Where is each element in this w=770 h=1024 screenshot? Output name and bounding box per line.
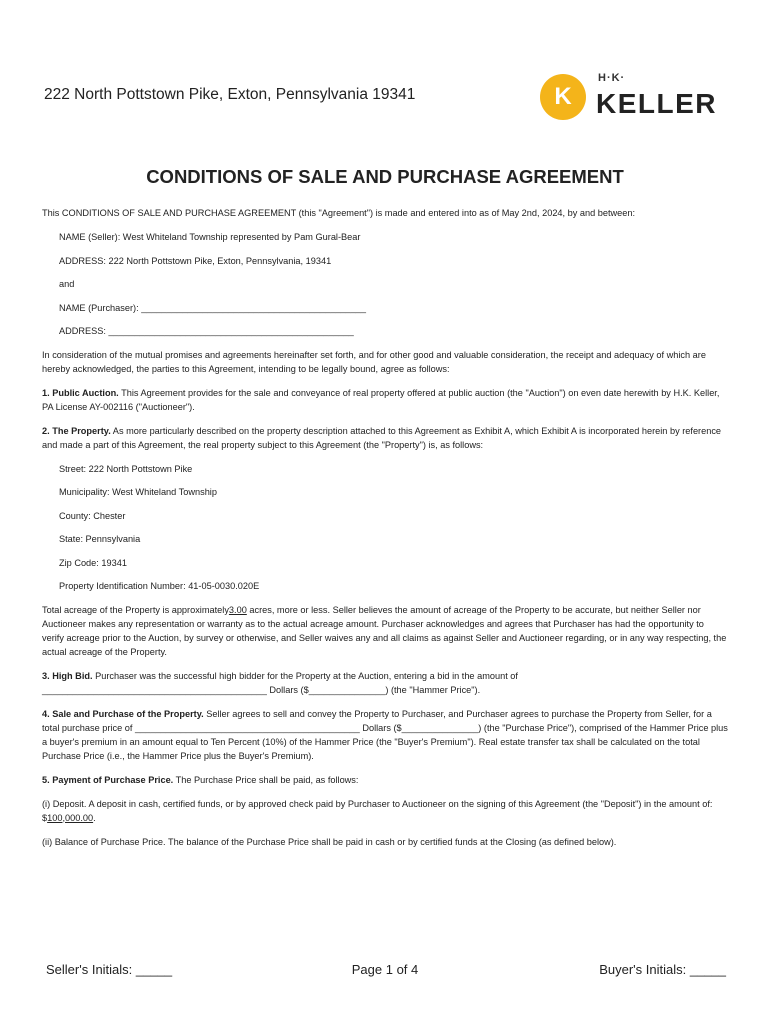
section-text: As more particularly described on the property description attached to this Agreement as Exhibit A, which Exhibit A is incorporated herein by reference and made a part of this Agreement, the real property subject to this Agreement (the "Property") is, as follows: [42, 425, 722, 450]
seller-initials: Seller's Initials: _____ [46, 962, 173, 977]
page-number: Page 1 of 4 [351, 962, 419, 977]
property-zip: Zip Code: 19341 [59, 557, 127, 568]
logo-mark: K [540, 74, 586, 120]
and-text: and [59, 279, 75, 289]
section-public-auction [42, 386, 728, 414]
seller-address: ADDRESS: 222 North Pottstown Pike, Exton, Pennsylvania, 19341 [59, 255, 332, 266]
property-municipality: Municipality: West Whiteland Township [59, 487, 217, 497]
section-heading: 3. High Bid. [42, 670, 93, 681]
logo-wordmark: KELLER [596, 88, 717, 119]
section-the-property [42, 424, 728, 452]
purchaser-address: ADDRESS: ________________________________________________ [59, 326, 354, 336]
deposit-amount: 100,000.00 [47, 812, 94, 823]
seller-name: NAME (Seller): West Whiteland Township represented by Pam Gural-Bear [59, 232, 361, 242]
purchaser-name: NAME (Purchaser): ____________________________________________ [59, 302, 367, 313]
deposit-paragraph [42, 797, 728, 825]
deposit-text-end: . [93, 812, 96, 823]
section-text: Purchaser was the successful high bidder for the Property at the Auction, entering a bid in the amount of ____________________________________________ Dollars ($_______________) (the "Hammer Price"). [42, 670, 518, 695]
acreage-text-rest: acres, more or less. Seller believes the amount of acreage of the Property to be accurate, but neither Seller nor Auctioneer makes any representation or warranty as to the actual acreage amount. Purchaser acknowledges and agrees that Purchaser has had the opportunity to verify acreage prior to the Auction, by survey or otherwise, and Seller waives any and all claims as against Seller and Auctioneer regarding, or in any way respecting, the actual acreage of the Property. [42, 604, 727, 657]
acreage-value: 3.00 [228, 604, 247, 615]
property-street: Street: 222 North Pottstown Pike [59, 463, 193, 474]
section-text: The Purchase Price shall be paid, as follows: [173, 774, 359, 785]
recital-paragraph: In consideration of the mutual promises and agreements hereinafter set forth, and for other good and valuable consideration, the receipt and adequacy of which are hereby acknowledged, the parties to this Agreement, intending to be legally bound, agree as follows: [42, 349, 706, 374]
agreement-body [42, 206, 728, 859]
property-state: State: Pennsylvania [59, 534, 141, 544]
section-text: This Agreement provides for the sale and conveyance of real property offered at public auction (the "Auction") on even date herewith by H.K. Keller, PA License AY-002116 ("Auctioneer"). [42, 387, 720, 412]
hk-keller-logo [540, 72, 720, 120]
section-heading: 1. Public Auction. [42, 387, 119, 398]
section-high-bid [42, 669, 728, 697]
property-pin: Property Identification Number: 41-05-0030.020E [59, 581, 260, 591]
section-payment [42, 773, 728, 787]
balance-paragraph: (ii) Balance of Purchase Price. The balance of the Purchase Price shall be paid in cash or by certified funds at the Closing (as defined below). [42, 836, 617, 847]
header-address: 222 North Pottstown Pike, Exton, Pennsylvania 19341 [44, 86, 416, 103]
section-text: Seller agrees to sell and convey the Property to Purchaser, and Purchaser agrees to purchase the Property from Seller, for a total purchase price of ____________________________________________ Dollars ($_______________) (the "Purchase Price"), comprised of the Hammer Price plus a buyer's premium in an amount equal to Ten Percent (10%) of the Hammer Price (the "Buyer's Premium"). Real estate transfer tax shall be calculated on the total Purchase Price (i.e., the Hammer Price plus the Buyer's Premium). [42, 708, 728, 761]
section-heading: 5. Payment of Purchase Price. [42, 774, 174, 785]
intro-paragraph: This CONDITIONS OF SALE AND PURCHASE AGREEMENT (this "Agreement") is made and entered into as of May 2nd, 2024, by and between: [42, 208, 636, 218]
property-county: County: Chester [59, 510, 126, 521]
acreage-paragraph [42, 603, 728, 659]
deposit-text: (i) Deposit. A deposit in cash, certified funds, or by approved check paid by Purchaser to Auctioneer on the signing of this Agreement (the "Deposit") in the amount of: $ [42, 798, 713, 823]
logo-small-text: H·K· [598, 72, 626, 84]
section-heading: 2. The Property. [42, 425, 111, 436]
section-heading: 4. Sale and Purchase of the Property. [42, 708, 204, 719]
document-title: CONDITIONS OF SALE AND PURCHASE AGREEMENT [146, 166, 624, 187]
buyer-initials: Buyer's Initials: _____ [599, 962, 726, 977]
acreage-text: Total acreage of the Property is approximately [42, 604, 229, 615]
section-sale-purchase [42, 707, 728, 763]
